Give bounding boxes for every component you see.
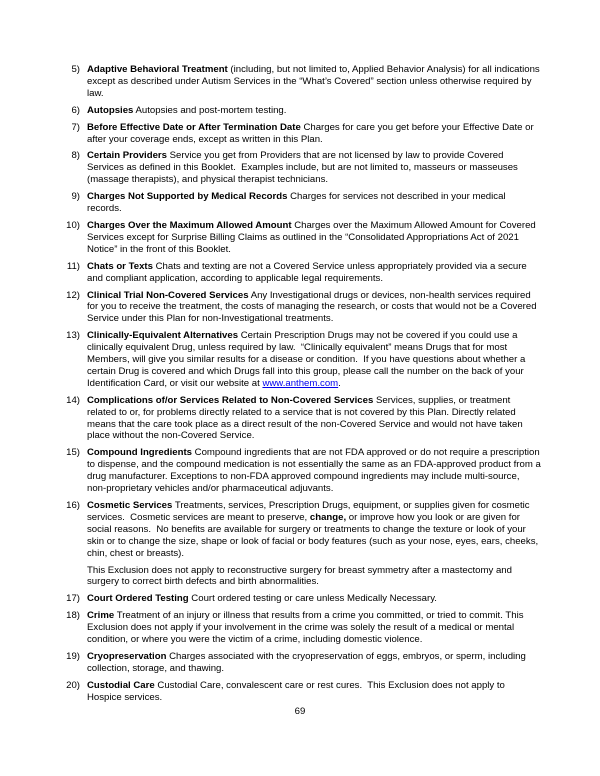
item-text [87, 290, 541, 326]
list-item [54, 122, 541, 146]
item-number: 18) [66, 610, 80, 622]
list-item [54, 64, 541, 100]
bold-heading: change, [309, 511, 347, 523]
item-number: 5) [71, 64, 80, 75]
text-segment: . [338, 377, 341, 389]
text-segment: Court ordered testing or care unless Medically Necessary. [188, 593, 437, 605]
bold-heading: Adaptive Behavioral Treatment [87, 64, 228, 75]
item-paragraph [87, 261, 541, 285]
item-text [87, 593, 541, 605]
text-segment: Treatment of an injury or illness that results from a crime you committed, or tried to commit. This Exclusion does not apply if your involvement in the crime was solely the result of a medical or mental condition, or where you were the victim of a crime, including domestic violence. [87, 610, 527, 646]
text-segment: Certain Prescription Drugs may not be covered if you could use a clinically equivalent Drug, unless required by law. “Clinically equivalent” means Drugs that for most Members, will give you similar results for a disease or condition. If you have questions about whether a certain Drug is covered and which Drugs fall into this group, please call the number on the back of your Identification Card, or visit our website at [87, 330, 529, 389]
item-text [87, 150, 541, 186]
text-segment: Custodial Care, convalescent care or rest cures. This Exclusion does not apply to Hospice services. [87, 679, 508, 703]
list-item [54, 395, 541, 443]
text-segment: Any Investigational drugs or devices, non-health services required for you to receive the treatment, the costs of managing the research, or costs that would not be a Covered Service under this Plan for non-Investigational treatments. [87, 289, 540, 325]
text-segment: Chats and texting are not a Covered Service unless appropriately provided via a secure and compliant application, according to applicable legal requirements. [87, 260, 530, 284]
text-segment: (including, but not limited to, Applied Behavior Analysis) for all indications except as described under Autism Services in the “What’s Covered” section unless otherwise required by law. [87, 64, 543, 99]
item-paragraph [87, 105, 541, 117]
item-paragraph [87, 191, 541, 215]
text-segment: This Exclusion does not apply to reconstructive surgery for breast symmetry after a mastectomy and surgery to correct birth defects and birth abnormalities. [87, 564, 515, 588]
item-paragraph [87, 330, 541, 390]
item-paragraph [87, 651, 541, 675]
bold-heading: Compound Ingredients [87, 447, 192, 459]
item-text [87, 651, 541, 675]
item-text [87, 105, 541, 117]
item-number: 14) [66, 394, 80, 406]
item-number: 10) [66, 219, 80, 231]
list-item [54, 610, 541, 646]
list-item [54, 261, 541, 285]
list-item [54, 447, 544, 495]
item-number: 20) [66, 679, 80, 691]
item-paragraph [87, 64, 541, 100]
bold-heading: Complications of/or Services Related to Non-Covered Services [87, 394, 374, 406]
text-segment: Autopsies and post-mortem testing. [133, 104, 287, 116]
text-segment: Charges associated with the cryopreservation of eggs, embryos, or sperm, including collection, storage, and thawing. [87, 650, 529, 674]
text-segment: Charges for care you get before your Effective Date or after your coverage ends, except as written in this Plan. [87, 121, 537, 145]
item-paragraph [87, 500, 541, 560]
item-number: 12) [66, 289, 80, 301]
item-paragraph [87, 290, 541, 326]
item-text [87, 261, 541, 285]
list-item [54, 290, 541, 326]
bold-heading: Certain Providers [87, 150, 167, 162]
text-segment: Compound ingredients that are not FDA approved or do not require a prescription to dispense, and the compound medication is not essentially the same as an FDA-approved product from a drug manufacturer. Exceptions to non-FDA approved compound ingredients may include multi-source, non-proprietary vehicles and/or pharmaceutical adjuvants. [87, 447, 544, 495]
text-segment: Service you get from Providers that are not licensed by law to provide Covered Services as defined in this Booklet. Examples include, but are not limited to, masseurs or masseuses (massage therapists), and physical therapist technicians. [87, 150, 521, 186]
item-text [87, 122, 541, 146]
item-number: 15) [66, 447, 80, 459]
bold-heading: Crime [87, 610, 115, 622]
item-paragraph [87, 220, 541, 256]
item-number: 19) [66, 650, 80, 662]
item-text [87, 610, 541, 646]
text-segment: Charges over the Maximum Allowed Amount for Covered Services except for Surprise Billing Claims as outlined in the “Consolidated Appropriations Act of 2021 Notice” in the front of this Booklet. [87, 219, 539, 255]
bold-heading: Cosmetic Services [87, 500, 173, 511]
bold-heading: Custodial Care [87, 679, 155, 691]
list-item [54, 105, 541, 117]
list-item [54, 500, 541, 588]
item-paragraph [87, 122, 541, 146]
text-segment: Charges for services not described in your medical records. [87, 191, 509, 215]
item-text [87, 191, 541, 215]
item-number: 9) [71, 191, 80, 203]
item-number: 17) [66, 593, 80, 605]
bold-heading: Chats or Texts [87, 260, 153, 272]
bold-heading: Before Effective Date or After Termination Date [87, 121, 301, 133]
list-item [54, 150, 541, 186]
page-number: 69 [294, 706, 306, 717]
item-text [87, 395, 541, 443]
item-paragraph [87, 593, 541, 605]
bold-heading: Cryopreservation [87, 650, 167, 662]
bold-heading: Autopsies [87, 104, 134, 116]
anthem-website-link[interactable]: www.anthem.com [262, 377, 339, 389]
exclusions-list [54, 64, 544, 709]
item-text [87, 220, 541, 256]
item-text [87, 330, 541, 390]
bold-heading: Clinical Trial Non-Covered Services [87, 289, 249, 301]
list-item [54, 330, 541, 390]
item-paragraph [87, 610, 541, 646]
item-text [87, 680, 541, 704]
text-segment: or improve how you look or are given for social reasons. No benefits are available for surgery or treatments to change the texture or look of your skin or to change the size, shape or look of facial or body features (such as your nose, eyes, ears, cheeks, chin, chest or breasts). [87, 511, 541, 559]
item-text [87, 64, 541, 100]
item-text [87, 500, 541, 588]
bold-heading: Court Ordered Testing [87, 593, 189, 605]
item-paragraph [87, 565, 541, 589]
text-segment: Treatments, services, Prescription Drugs, equipment, or supplies given for cosmetic services. Cosmetic services are meant to preserve, [87, 500, 533, 523]
list-item [54, 651, 541, 675]
list-item [54, 680, 541, 704]
bold-heading: Charges Not Supported by Medical Records [87, 191, 288, 203]
item-number: 13) [66, 330, 80, 342]
bold-heading: Charges Over the Maximum Allowed Amount [87, 219, 292, 231]
list-item [54, 220, 541, 256]
bold-heading: Clinically-Equivalent Alternatives [87, 330, 239, 342]
item-paragraph [87, 395, 541, 443]
item-paragraph [87, 680, 541, 704]
item-number: 7) [71, 121, 80, 133]
item-paragraph [87, 447, 544, 495]
list-item [54, 593, 541, 605]
list-item [54, 191, 541, 215]
item-number: 16) [66, 500, 80, 511]
item-number: 6) [71, 104, 80, 116]
item-number: 8) [71, 150, 80, 162]
item-text [87, 447, 544, 495]
text-segment: Services, supplies, or treatment related to or, for problems directly related to a service that is not covered by this Plan. Directly related means that the care took place as a direct result of the non-Covered Service and would not have taken place without the non-Covered Service. [87, 394, 526, 442]
item-number: 11) [66, 260, 80, 272]
item-paragraph [87, 150, 541, 186]
